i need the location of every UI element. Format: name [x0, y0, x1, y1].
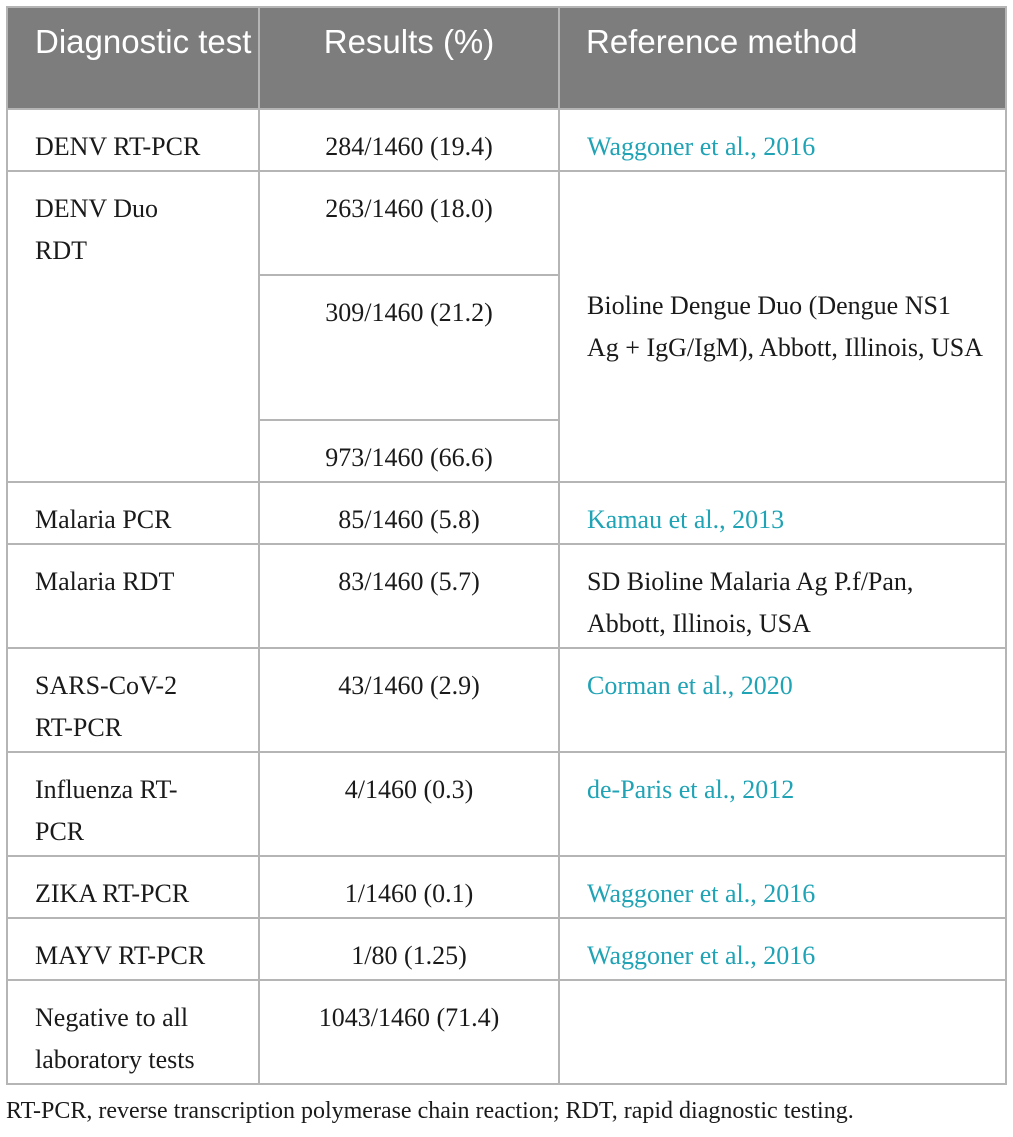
table-row	[7, 752, 1006, 856]
test-cell: ZIKA RT-PCR	[7, 856, 259, 918]
result-cell: 1/80 (1.25)	[259, 918, 559, 980]
reference-cell	[559, 918, 1006, 980]
citation-author: Waggoner et al.,	[587, 941, 757, 970]
citation-link[interactable]	[587, 879, 815, 908]
result-cell: 309/1460 (21.2)	[259, 275, 559, 420]
table-row	[7, 918, 1006, 980]
result-cell: 85/1460 (5.8)	[259, 482, 559, 544]
header-diagnostic-test: Diagnostic test	[7, 7, 259, 109]
citation-link[interactable]	[587, 671, 793, 700]
table-row	[7, 544, 1006, 648]
table-row	[7, 856, 1006, 918]
result-cell: 1043/1460 (71.4)	[259, 980, 559, 1084]
result-cell: 43/1460 (2.9)	[259, 648, 559, 752]
result-cell: 4/1460 (0.3)	[259, 752, 559, 856]
reference-cell	[559, 109, 1006, 171]
table-row	[7, 171, 1006, 275]
citation-link[interactable]	[587, 941, 815, 970]
citation-year: 2013	[732, 505, 785, 534]
result-cell: 83/1460 (5.7)	[259, 544, 559, 648]
test-cell: DENV Duo RDT	[7, 171, 259, 482]
result-cell: 263/1460 (18.0)	[259, 171, 559, 275]
test-cell: Negative to all laboratory tests	[7, 980, 259, 1084]
table-footnote: RT-PCR, reverse transcription polymerase chain reaction; RDT, rapid diagnostic testing.	[6, 1098, 854, 1124]
result-cell: 284/1460 (19.4)	[259, 109, 559, 171]
test-cell: Malaria RDT	[7, 544, 259, 648]
reference-cell	[559, 980, 1006, 1084]
reference-cell: SD Bioline Malaria Ag P.f/Pan, Abbott, Illinois, USA	[559, 544, 1006, 648]
test-cell: Influenza RT-PCR	[7, 752, 259, 856]
header-row	[7, 7, 1006, 109]
citation-author: Corman et al.,	[587, 671, 735, 700]
citation-year: 2016	[763, 132, 816, 161]
citation-author: Waggoner et al.,	[587, 132, 757, 161]
reference-cell: Bioline Dengue Duo (Dengue NS1 Ag + IgG/IgM), Abbott, Illinois, USA	[559, 171, 1006, 482]
reference-cell	[559, 648, 1006, 752]
result-cell: 1/1460 (0.1)	[259, 856, 559, 918]
header-results: Results (%)	[259, 7, 559, 109]
header-reference-method: Reference method	[559, 7, 1006, 109]
citation-link[interactable]	[587, 775, 794, 804]
test-cell: MAYV RT-PCR	[7, 918, 259, 980]
citation-author: de-Paris et al.,	[587, 775, 736, 804]
table-row	[7, 980, 1006, 1084]
test-cell: Malaria PCR	[7, 482, 259, 544]
table-row	[7, 482, 1006, 544]
citation-link[interactable]	[587, 132, 815, 161]
citation-author: Waggoner et al.,	[587, 879, 757, 908]
reference-cell	[559, 752, 1006, 856]
reference-cell	[559, 482, 1006, 544]
table-row	[7, 648, 1006, 752]
table-row	[7, 109, 1006, 171]
test-cell: DENV RT-PCR	[7, 109, 259, 171]
citation-year: 2016	[763, 879, 816, 908]
citation-link[interactable]	[587, 505, 784, 534]
citation-year: 2012	[742, 775, 795, 804]
reference-cell	[559, 856, 1006, 918]
citation-year: 2016	[763, 941, 816, 970]
test-cell: SARS-CoV-2 RT-PCR	[7, 648, 259, 752]
citation-author: Kamau et al.,	[587, 505, 726, 534]
diagnostic-table	[6, 6, 1007, 1085]
citation-year: 2020	[740, 671, 793, 700]
result-cell: 973/1460 (66.6)	[259, 420, 559, 482]
